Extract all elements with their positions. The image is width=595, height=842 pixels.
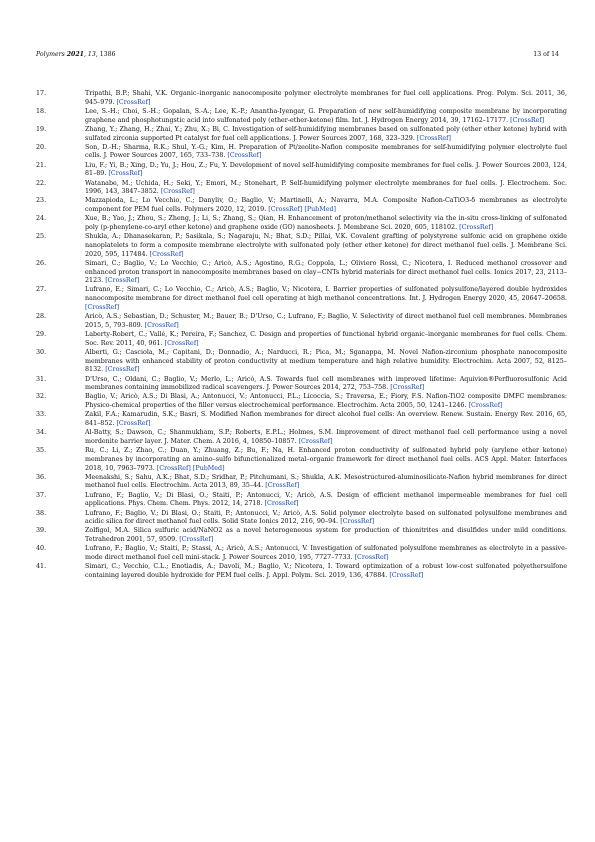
crossref-link[interactable]: [CrossRef] xyxy=(389,571,424,579)
reference-number: 19. xyxy=(36,125,47,133)
reference-text: Aricò, A.S.; Sebastian, D.; Schuster, M.; Bauer, B.; D'Urso, C.; Lufrano, F.; Baglio, V. Selectivity of direct methanol fuel cell membranes. Membranes 2015, 5, 793–809. xyxy=(85,313,567,329)
reference-item xyxy=(36,197,567,214)
reference-number: 35. xyxy=(36,447,47,455)
crossref-link[interactable]: [CrossRef] xyxy=(105,277,140,285)
reference-text: Shukla, A.; Dhanasekaran, P.; Sasikala, S.; Nagaraju, N.; Bhat, S.D.; Pillai, V.K. Covalent grafting of polystyrene sulfonic acid on graphene oxide nanoplatelets to form a composite membrane electrolyte with sulfonated poly (ether ether ketone) for direct methanol fuel cells. J. Membrane Sci. 2020, 595, 117484. xyxy=(85,233,567,258)
reference-text: Lee, S.-H.; Choi, S.-H.; Gopalan, S.-A.; Lee, K.-P.; Anantha-Iyengar, G. Preparation of new self-humidifying composite membrane by incorporating graphene and phosphotungstic acid into sulfonated poly (ether-ether-ketone) film. Int. J. Hydrogen Energy 2014, 39, 17162–17177. xyxy=(85,107,567,124)
reference-item xyxy=(36,286,567,312)
crossref-link[interactable]: [CrossRef] xyxy=(468,402,503,410)
page-number: 13 of 14 xyxy=(533,51,559,58)
reference-body xyxy=(85,313,567,330)
reference-body xyxy=(85,393,567,410)
reference-text: Ru, C.; Li, Z.; Zhao, C.; Duan, Y.; Zhuang, Z.; Bu, F.; Na, H. Enhanced proton conductivity of sulfonated hybrid poly (arylene ether ketone) membranes by incorporating an amino–sulfo bifunctionalized metal–organic framework for direct methanol fuel cells. ACS Appl. Mater. Interfaces 2018, 10, 7963–7973. xyxy=(85,447,567,472)
reference-body xyxy=(85,233,567,259)
reference-body xyxy=(85,447,567,473)
reference-text: Mazzapioda, L.; Lo Vecchio, C.; Danyliv, O.; Baglio, V.; Martinelli, A.; Navarra, M.A. Composite Nafion-CaTiO3-δ membranes as electrolyte component for PEM fuel cells. Polymers 2020, 12, 2019. xyxy=(85,197,567,214)
reference-body xyxy=(85,474,567,491)
reference-item xyxy=(36,349,567,375)
reference-item xyxy=(36,376,567,393)
crossref-link[interactable]: [CrossRef] xyxy=(149,250,184,258)
journal-name: Polymers xyxy=(36,51,65,58)
reference-body xyxy=(85,162,567,179)
crossref-link[interactable]: [CrossRef] xyxy=(340,518,375,526)
reference-body xyxy=(85,349,567,375)
reference-body xyxy=(85,376,567,393)
crossref-link[interactable]: [CrossRef] xyxy=(144,321,179,329)
pubmed-link[interactable]: [PubMed] xyxy=(304,206,337,214)
reference-item xyxy=(36,447,567,473)
reference-item xyxy=(36,215,567,232)
crossref-link[interactable]: [CrossRef] xyxy=(179,536,214,544)
journal-volume: 13 xyxy=(87,51,96,58)
reference-body xyxy=(85,126,567,143)
reference-text: Son, D.-H.; Sharma, R.K.; Shul, Y.-G.; Kim, H. Preparation of Pt/zeolite-Nafion composite membranes for self-humidifying polymer electrolyte fuel cells. J. Power Sources 2007, 165, 733–738. xyxy=(85,143,567,160)
reference-number: 33. xyxy=(36,411,47,419)
reference-body xyxy=(85,429,567,446)
reference-item xyxy=(36,393,567,410)
reference-text: D'Urso, C.; Oldani, C.; Baglio, V.; Merlo, L.; Aricò, A.S. Towards fuel cell membranes with improved lifetime: Aquivion®Perfluorosulfonic Acid membranes containing immobilized radical scavengers. J. Power Sources 2014, 272, 753–758. xyxy=(85,375,567,392)
crossref-link[interactable]: [CrossRef] xyxy=(265,482,300,490)
reference-number: 39. xyxy=(36,527,47,535)
crossref-link[interactable]: [CrossRef] xyxy=(160,188,195,196)
reference-text: Simari, C.; Baglio, V.; Lo Vecchio, C.; Aricò, A.S.; Agostino, R.G.; Coppola, L.; Oliviero Rossi, C.; Nicotera, I. Reduced methanol crossover and enhanced proton transport in nanocomposite membranes based on clay−CNTs hybrid materials for direct methanol fuel cells. Ionics 2017, 23, 2113–2123. xyxy=(85,259,567,285)
reference-number: 24. xyxy=(36,215,47,223)
reference-body xyxy=(85,492,567,509)
reference-body xyxy=(85,510,567,527)
crossref-link[interactable]: [CrossRef] xyxy=(416,134,451,142)
crossref-link[interactable]: [CrossRef] xyxy=(390,384,425,392)
reference-number: 32. xyxy=(36,393,47,401)
reference-number: 23. xyxy=(36,197,47,205)
reference-body xyxy=(85,545,567,562)
journal-year: 2021 xyxy=(66,51,84,58)
reference-item xyxy=(36,492,567,509)
crossref-link[interactable]: [CrossRef] xyxy=(459,224,494,232)
reference-text: Alberti, G.; Casciola, M.; Capitani, D.; Donnadio, A.; Narducci, R.; Pica, M.; Sganappa, M. Novel Nafion-zirconium phosphate nanocomposite membranes with enhanced stability of proton conductivity at medium temperature and high relative humidity. Electrochim. Acta 2007, 52, 8125–8132. xyxy=(85,348,567,374)
reference-item xyxy=(36,162,567,179)
journal-citation: Polymers 2021, 13, 1386 xyxy=(36,51,116,58)
reference-number: 20. xyxy=(36,143,47,151)
reference-item xyxy=(36,510,567,527)
crossref-link[interactable]: [CrossRef] xyxy=(85,303,120,311)
reference-number: 17. xyxy=(36,90,47,97)
reference-list xyxy=(36,90,567,581)
reference-item xyxy=(36,545,567,562)
reference-item xyxy=(36,411,567,428)
reference-item xyxy=(36,144,567,161)
reference-number: 36. xyxy=(36,473,47,481)
reference-item xyxy=(36,90,567,107)
reference-text: Xue, B.; Yao, J.; Zhou, S.; Zheng, J.; Li, S.; Zhang, S.; Qian, H. Enhancement of proton/methanol selectivity via the in-situ cross-linking of sulfonated poly (p-phenylene-co-aryl ether ketone) and graphene oxide (GO) nanosheets. J. Membrane Sci. 2020, 605, 118102. xyxy=(85,215,567,232)
reference-text: Simari, C.; Vecchio, C.L.; Enotiadis, A.; Davoli, M.; Baglio, V.; Nicotera, I. Toward optimization of a robust low-cost sulfonated polyethersulfone containing layered double hydroxide for PEM fuel cells. J. Appl. Polym. Sci. 2019, 136, 47884. xyxy=(85,563,567,579)
reference-body xyxy=(85,144,567,161)
crossref-link[interactable]: [CrossRef] xyxy=(510,116,545,124)
crossref-link[interactable]: [CrossRef] xyxy=(105,366,140,374)
page-header xyxy=(36,51,559,58)
reference-number: 40. xyxy=(36,545,47,553)
reference-number: 38. xyxy=(36,509,47,517)
reference-text: Al-Batty, S.; Dawson, C.; Shanmukham, S.P.; Roberts, E.P.L.; Holmes, S.M. Improvement of direct methanol fuel cell performance using a novel mordenite barrier layer. J. Mater. Chem. A 2016, 4, 10850–10857. xyxy=(85,429,567,445)
crossref-link[interactable]: [CrossRef] xyxy=(108,170,143,178)
reference-text: Laberty-Robert, C.; Vallé, K.; Pereira, F.; Sanchez, C. Design and properties of functional hybrid organic–inorganic membranes for fuel cells. Chem. Soc. Rev. 2011, 40, 961. xyxy=(85,330,567,347)
reference-body xyxy=(85,331,567,348)
reference-text: Baglio, V.; Aricò, A.S.; Di Blasi, A.; Antonucci, V.; Antonucci, P.L.; Licoccia, S.; Traversa, E.; Fiory, F.S. Nafion-TiO2 composite DMFC membranes: Physico-chemical properties of the filler versus electrochemical performance. Electrochim. Acta 2005, 50, 1241–1246. xyxy=(85,393,567,410)
reference-number: 31. xyxy=(36,375,47,383)
reference-item xyxy=(36,527,567,544)
reference-number: 34. xyxy=(36,429,47,437)
reference-number: 41. xyxy=(36,563,47,571)
crossref-link[interactable]: [CrossRef] xyxy=(268,206,303,214)
reference-body xyxy=(85,90,567,107)
crossref-link[interactable]: [CrossRef] xyxy=(156,464,191,472)
reference-number: 22. xyxy=(36,179,47,187)
reference-body xyxy=(85,563,567,580)
reference-number: 29. xyxy=(36,330,47,338)
reference-item xyxy=(36,180,567,197)
reference-item xyxy=(36,233,567,259)
reference-text: Zolfigol, M.A. Silica sulfuric acid/NaNO2 as a novel heterogeneous system for production of thionitrites and disulfides under mild conditions. Tetrahedron 2001, 57, 9509. xyxy=(85,527,567,544)
reference-number: 26. xyxy=(36,259,47,267)
reference-text: Watanabe, M.; Uchida, H.; Seki, Y.; Emori, M.; Stonehart, P. Self-humidifying polymer electrolyte membranes for fuel cells. J. Electrochem. Soc. 1996, 143, 3847–3852. xyxy=(85,179,567,196)
pubmed-link[interactable]: [PubMed] xyxy=(192,464,225,472)
reference-body xyxy=(85,527,567,544)
reference-item xyxy=(36,474,567,491)
reference-body xyxy=(85,197,567,214)
crossref-link[interactable]: [CrossRef] xyxy=(164,339,199,347)
reference-item xyxy=(36,429,567,446)
reference-number: 37. xyxy=(36,491,47,499)
reference-item xyxy=(36,260,567,286)
article-number: 1386 xyxy=(99,51,116,58)
reference-number: 25. xyxy=(36,233,47,241)
reference-text: Lufrano, E.; Simari, C.; Lo Vecchio, C.; Aricò, A.S.; Baglio, V.; Nicotera, I. Barrier properties of sulfonated polysulfone/layered double hydroxides nanocomposite membrane for direct methanol fuel cell operating at high methanol concentrations. Int. J. Hydrogen Energy 2020, 45, 20647–20658. xyxy=(85,286,567,303)
reference-item xyxy=(36,563,567,580)
reference-number: 27. xyxy=(36,286,47,294)
reference-item xyxy=(36,331,567,348)
reference-text: Lufrano, F.; Baglio, V.; Staiti, P.; Stassi, A.; Aricò, A.S.; Antonucci, V. Investigation of sulfonated polysulfone membranes as electrolyte in a passive-mode direct methanol fuel cell mini-stack. J. Power Sources 2010, 195, 7727–7733. xyxy=(85,545,567,562)
reference-body xyxy=(85,108,567,125)
reference-text: Liu, F.; Yi, B.; Xing, D.; Yu, J.; Hou, Z.; Fu, Y. Development of novel self-humidifying composite membranes for fuel cells. J. Power Sources 2003, 124, 81–89. xyxy=(85,161,567,178)
reference-text: Lufrano, F.; Baglio, V.; Di Blasi, O.; Staiti, P.; Antonucci, V.; Aricò, A.S. Solid polymer electrolyte based on sulfonated polysulfone membranes and acidic silica for direct methanol fuel cells. Solid State Ionics 2012, 216, 90–94. xyxy=(85,509,567,526)
crossref-link[interactable]: [CrossRef] xyxy=(264,500,299,508)
reference-body xyxy=(85,260,567,286)
reference-item xyxy=(36,313,567,330)
crossref-link[interactable]: [CrossRef] xyxy=(298,437,333,445)
reference-text: Zakil, F.A.; Kamarudin, S.K.; Basri, S. Modified Nafion membranes for direct alcohol fuel cells: An overview. Renew. Sustain. Energy Rev. 2016, 65, 841–852. xyxy=(85,411,567,428)
crossref-link[interactable]: [CrossRef] xyxy=(227,152,262,160)
reference-number: 18. xyxy=(36,107,47,115)
reference-text: Meenakshi, S.; Sahu, A.K.; Bhat, S.D.; Sridhar, P.; Pitchumani, S.; Shukla, A.K. Mesostructured-aluminosilicate-Nafion hybrid membranes for direct methanol fuel cells. Electrochim. Acta 2013, 89, 35–44. xyxy=(85,473,567,490)
reference-number: 28. xyxy=(36,313,47,321)
crossref-link[interactable]: [CrossRef] xyxy=(116,420,151,428)
reference-body xyxy=(85,215,567,232)
reference-body xyxy=(85,180,567,197)
reference-text: Lufrano, F.; Baglio, V.; Di Blasi, O.; Staiti, P.; Antonucci, V.; Aricò, A.S. Design of efficient methanol impermeable membranes for fuel cell applications. Phys. Chem. Chem. Phys. 2012, 14, 2718. xyxy=(85,491,567,508)
reference-item xyxy=(36,126,567,143)
reference-text: Tripathi, B.P.; Shahi, V.K. Organic–inorganic nanocomposite polymer electrolyte membranes for fuel cell applications. Prog. Polym. Sci. 2011, 36, 945–979. xyxy=(85,90,567,106)
crossref-link[interactable]: [CrossRef] xyxy=(354,554,389,562)
reference-item xyxy=(36,108,567,125)
crossref-link[interactable]: [CrossRef] xyxy=(116,98,151,106)
reference-body xyxy=(85,411,567,428)
reference-number: 30. xyxy=(36,348,47,356)
reference-text: Zhang, Y.; Zhang, H.; Zhai, Y.; Zhu, X.; Bi, C. Investigation of self-humidifying membranes based on sulfonated poly (ether ether ketone) hybrid with sulfated zirconia supported Pt catalyst for fuel cell applications. J. Power Sources 2007, 168, 323–329. xyxy=(85,125,567,142)
reference-number: 21. xyxy=(36,161,47,169)
reference-body xyxy=(85,286,567,312)
